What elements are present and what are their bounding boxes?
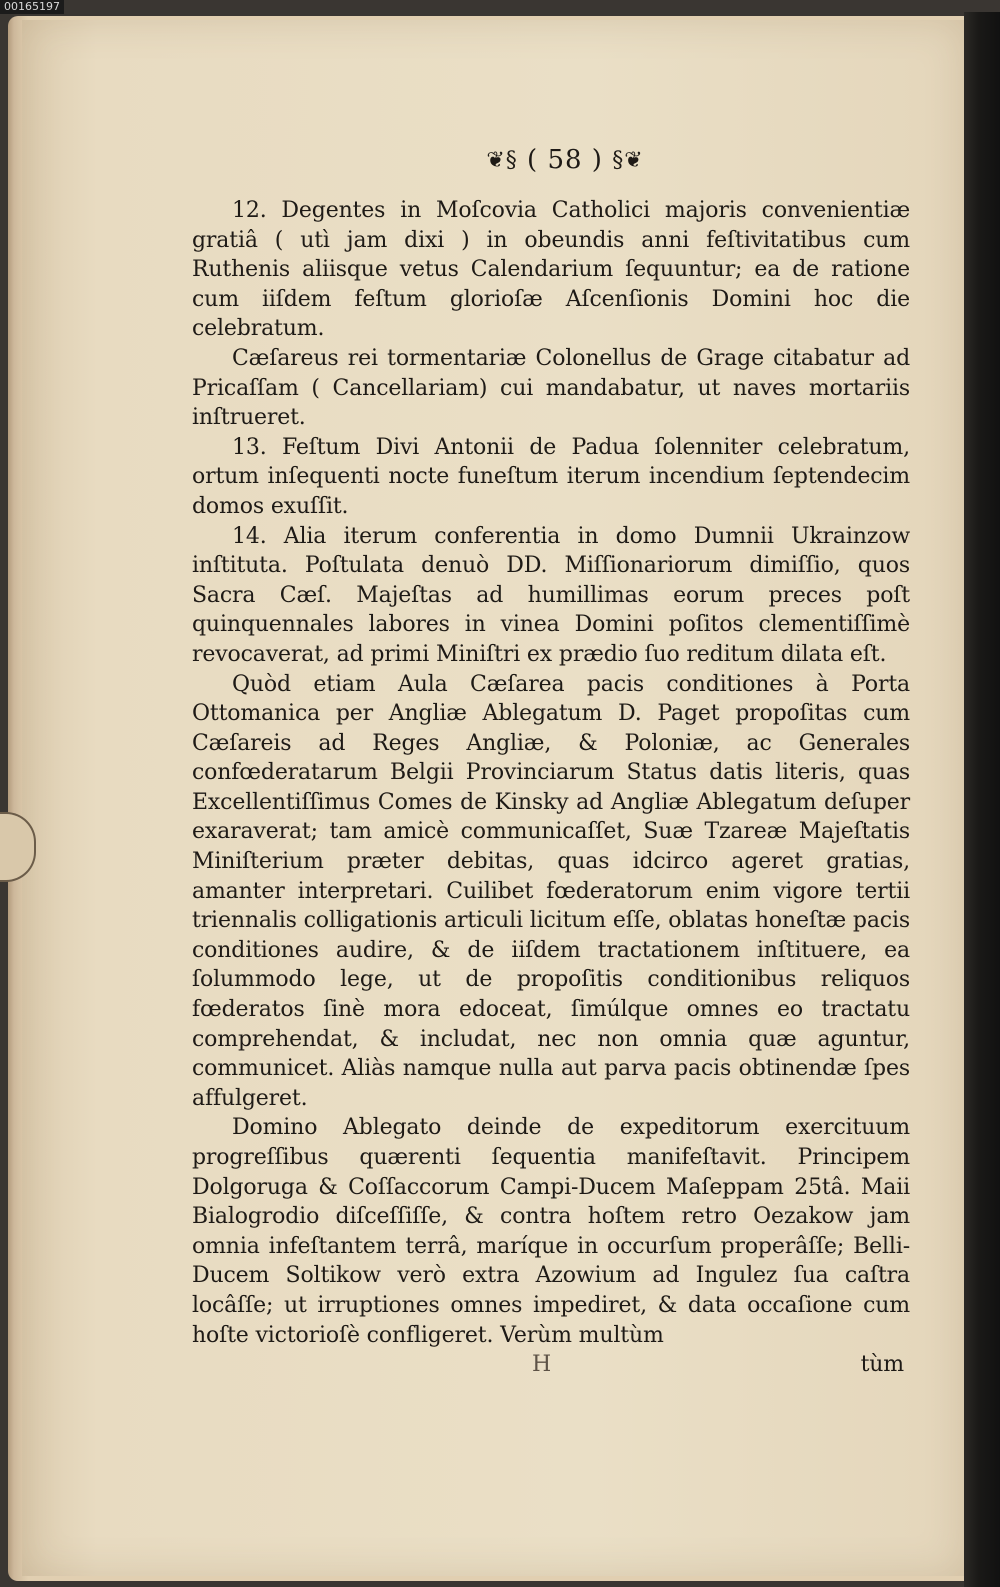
page-number: ( 58 )	[527, 145, 603, 175]
scan-id-label: 00165197	[0, 0, 64, 14]
paragraph-13: 13. Feſtum Divi Antonii de Padua ſolenniter celebratum, ortum inſequenti nocte funeſtum iterum incendium ſeptendecim domos exuſſit.	[192, 434, 910, 519]
catchword: tùm	[860, 1352, 904, 1378]
paragraph-army-progress: Domino Ablegato deinde de expeditorum exercituum progreſſibus quærenti ſequentia manifeſtavit. Principem Dolgoruga & Coſſaccorum Campi-Ducem Maſeppam 25tâ. Maii Bialogrodio diſceſſiſſe, & contra hoſtem retro Oezakow jam omnia infeſtantem terrâ, maríque in occurſum properâſſe; Belli-Ducem Soltikow verò extra Azowium ad Ingulez ſua caſtra locâſſe; ut irruptiones omnes impediret, & data occaſione cum hoſte victorioſè confligeret. Verùm multùm	[192, 1115, 910, 1348]
page-footer	[192, 1350, 910, 1380]
ornament-left-icon: ❦§	[486, 148, 518, 173]
book-spine-shadow	[964, 12, 1000, 1587]
ornament-right-icon: §❦	[612, 148, 644, 173]
paragraph-12: 12. Degentes in Moſcovia Catholici majoris convenientiæ gratiâ ( utì jam dixi ) in obeundis anni feſtivitatibus cum Ruthenis aliisque vetus Calendarium ſequuntur; ea de ratione cum iiſdem feſtum glorioſæ Aſcenſionis Domini hoc die celebratum.	[192, 198, 910, 342]
paragraph-14: 14. Alia iterum conferentia in domo Dumnii Ukrainzow inſtituta. Poſtulata denuò DD. Miſſionariorum dimiſſio, quos Sacra Cæſ. Majeſtas ad humillimas eorum preces poſt quinquennales labores in vinea Domini poſitos clementiſſimè revocaverat, ad primi Miniſtri ex prædio ſuo reditum dilata eſt.	[192, 523, 910, 667]
page-header	[192, 140, 910, 182]
paragraph-peace-conditions: Quòd etiam Aula Cæſarea pacis conditiones à Porta Ottomanica per Angliæ Ablegatum D. Paget propoſitas cum Cæſareis ad Reges Angliæ, & Poloniæ, ac Generales confœderatarum Belgii Provinciarum Status datis literis, quas Excellentiſſimus Comes de Kinsky ad Angliæ Ablegatum deſuper exaraverat; tam amicè communicaſſet, Suæ Tzareæ Majeſtatis Miniſterium præter debitas, quas idcirco ageret gratias, amanter interpretari. Cuilibet fœderatorum enim vigore tertii triennalis colligationis articuli licitum eſſe, oblatas honeſtæ pacis conditiones audire, & de iiſdem tractationem inſtituere, ea ſolummodo lege, ut de propoſitis conditionibus reliquos fœderatos ſinè mora edoceat, ſimúlque omnes eo tractatu comprehendat, & includat, nec non omnia quæ aguntur, communicet. Aliàs namque nulla aut parva pacis obtinendæ ſpes affulgeret.	[192, 671, 910, 1111]
signature-mark: H	[532, 1352, 552, 1378]
page-content	[192, 140, 910, 1380]
paragraph-grage: Cæſareus rei tormentariæ Colonellus de Grage citabatur ad Pricaſſam ( Cancellariam) cui mandabatur, ut naves mortariis inſtrueret.	[192, 345, 910, 431]
